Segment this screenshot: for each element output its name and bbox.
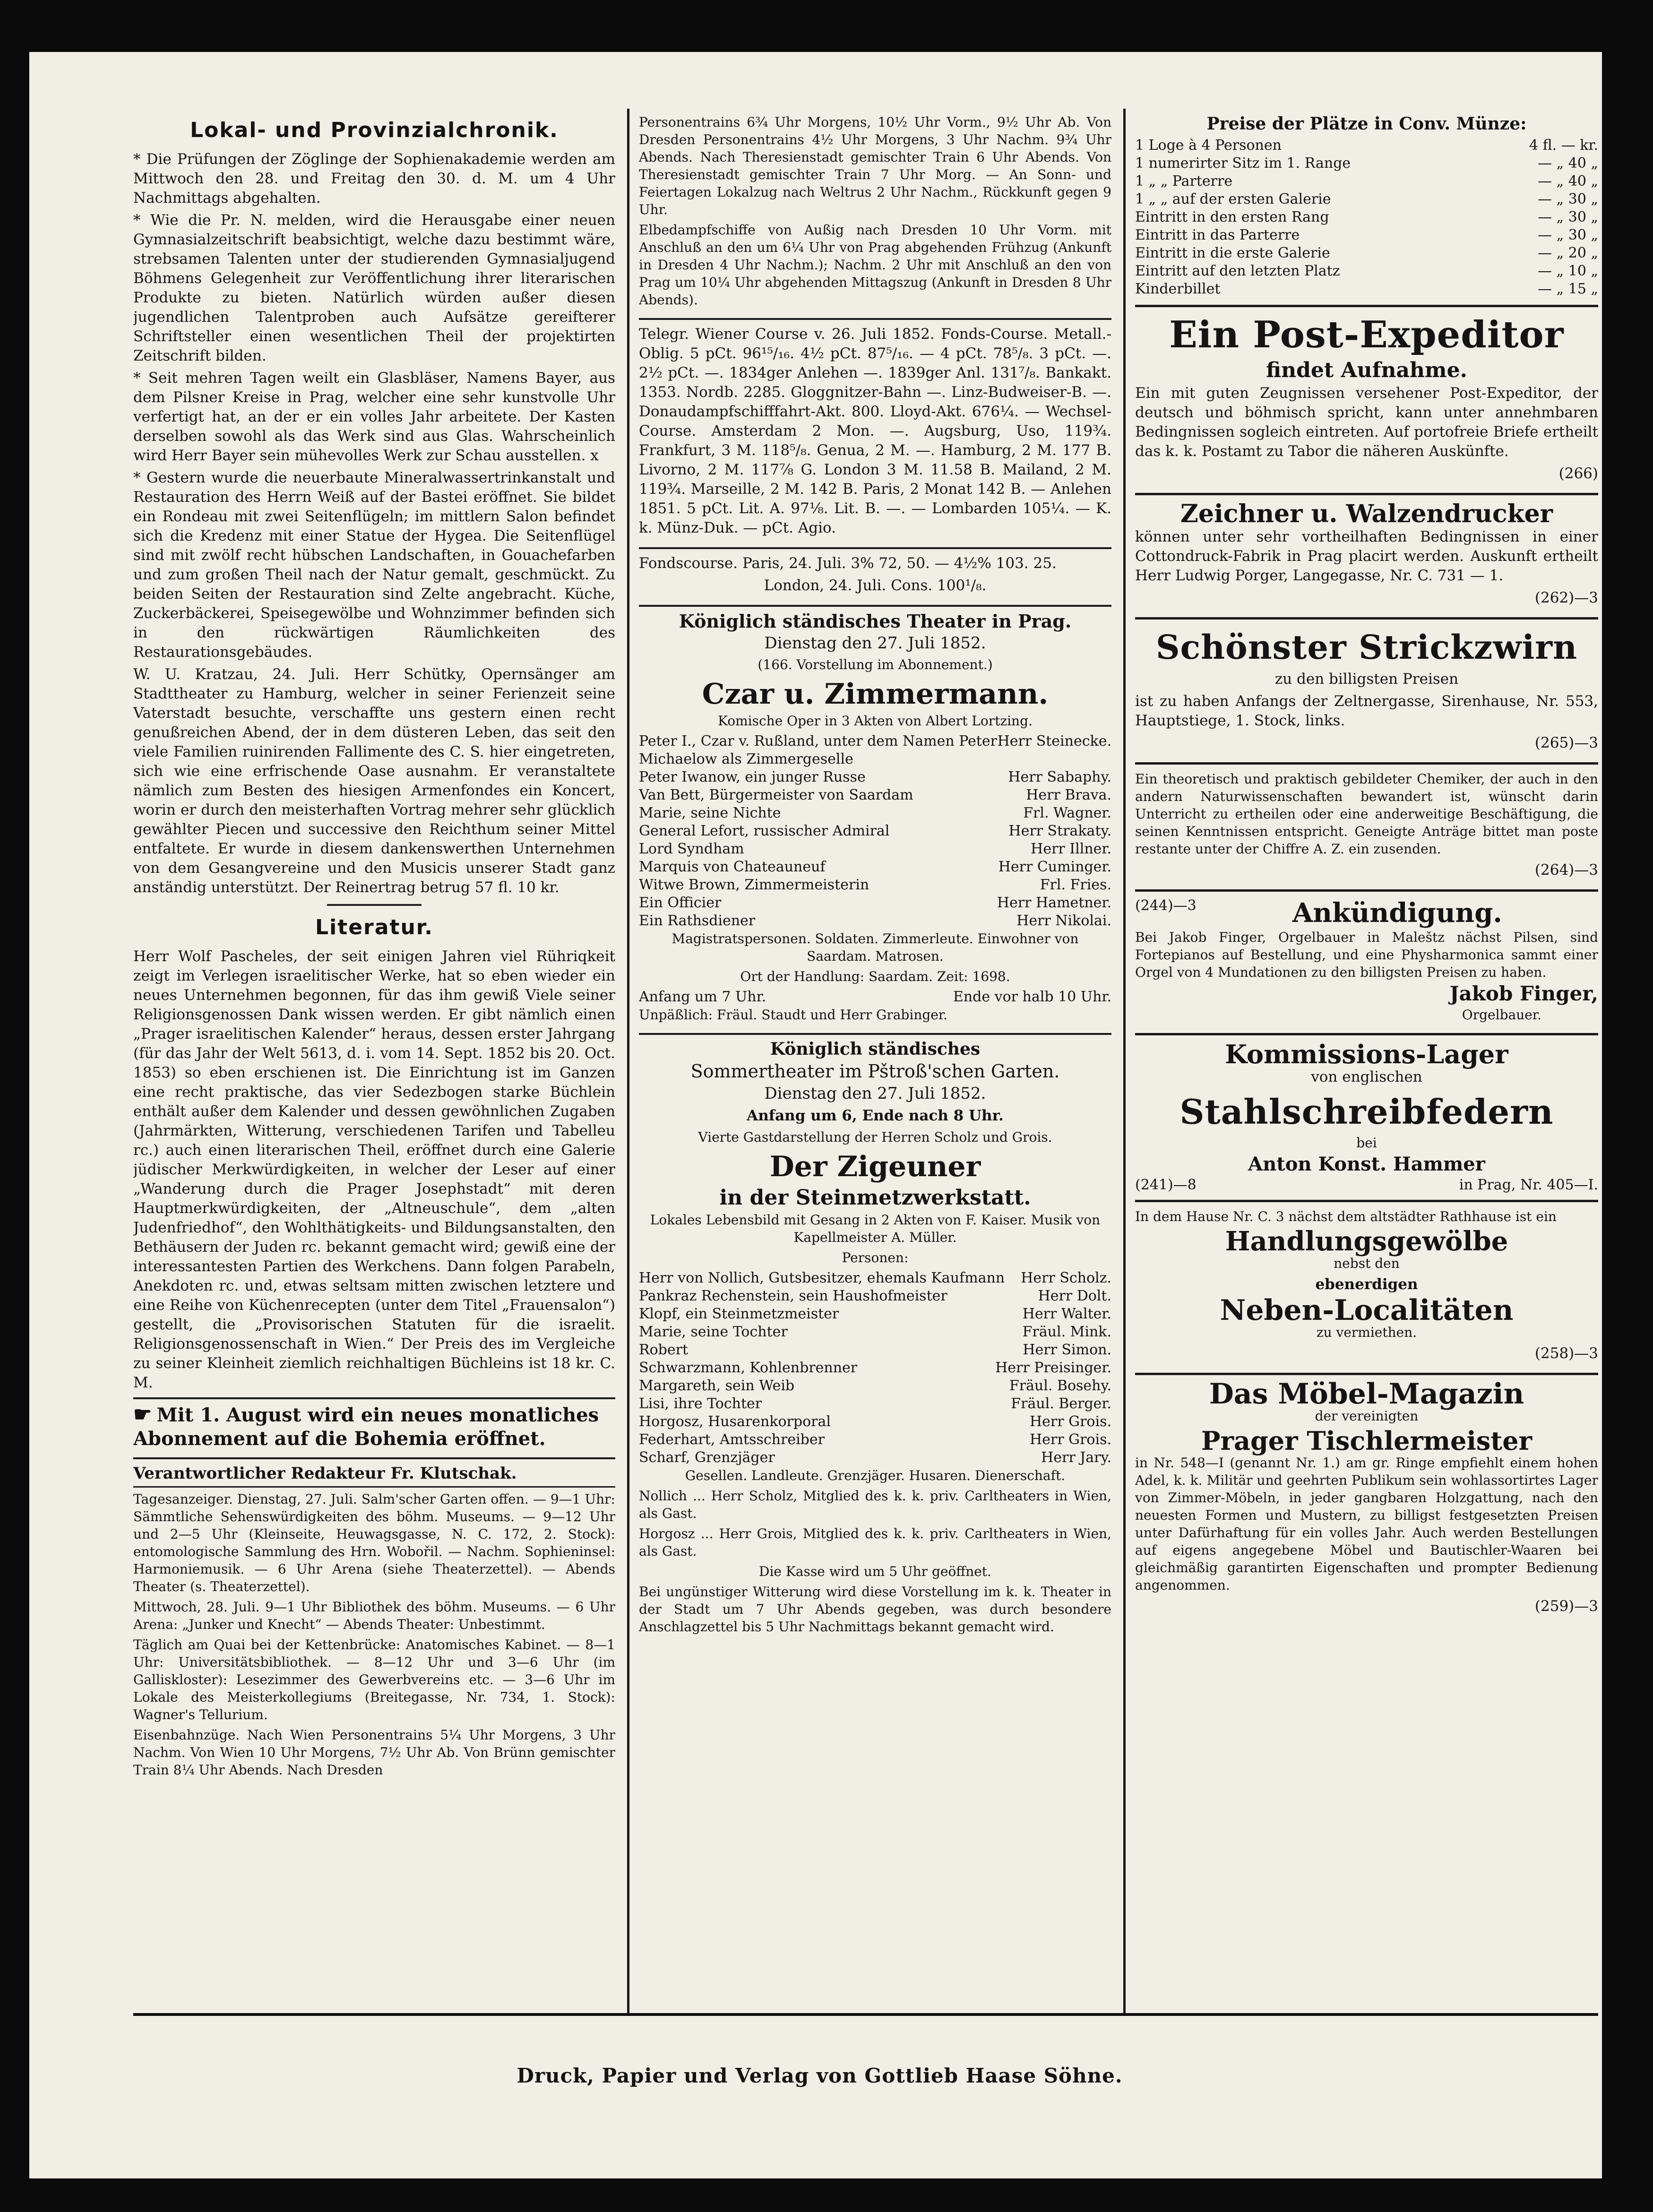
theater-vorstellung: (166. Vorstellung im Abonnement.) <box>758 657 993 672</box>
ad-gew-eben: ebenerdigen <box>1315 1276 1418 1293</box>
cast-row-role: Witwe Brown, Zimmermeisterin <box>639 877 870 893</box>
ad-komm-ref: (241)—8 <box>1135 1177 1197 1193</box>
cast-row-role: Federhart, Amtsschreiber <box>639 1431 825 1448</box>
eisenbahnzuege: Eisenbahnzüge. Nach Wien Personentrains 5¼ Uhr Morgens, 3 Uhr Nachm. Von Wien 10 Uhr Morgens, 7½ Uhr Ab. Von Brünn gemischter Train 8¼ Uhr Abends. Nach Dresden <box>133 1727 615 1778</box>
cast-row <box>639 894 1111 912</box>
cast-row <box>639 804 1111 822</box>
price-row-value: — „ 30 „ <box>1538 191 1598 207</box>
cast-row <box>639 1323 1111 1341</box>
tagesanzeiger-block <box>133 1486 615 1779</box>
chronik-paragraph: W. U. Kratzau, 24. Juli. Herr Schütky, Opernsänger am Stadttheater zu Hamburg, welcher in seiner Ferienzeit seine Vaterstadt besuchte, verschaffte uns gestern einen recht genußreichen Abend, der in dem düsteren Leben, das seit den viele Familien ruinirenden Fallimente des C. S. hier eingetreten, sich wie eine erfrischende Oase ausnahm. Er veranstaltete nämlich zum Besten des hiesigen Armenfondes ein Koncert, worin er durch den meisterhaften Vortrag mehrer sehr glücklich gewählter Piecen und successive den Reichthum seiner Mittel entfaltete. Er wurde in diesem dankenswerthen Unternehmen von dem Gesangvereine und den Musicis unserer Stadt ganz anständig unterstützt. Der Reinertrag betrug 57 fl. 10 kr. <box>133 666 615 896</box>
cast-row <box>639 912 1111 930</box>
newspaper-page <box>29 52 1610 2178</box>
ad-post-text: Ein mit guten Zeugnissen versehener Post-Expeditor, der deutsch und böhmisch spricht, kann unter annehmbaren Bedingnissen sogleich eintreten. Auf portofreie Briefe ertheilt das k. k. Postamt zu Tabor die näheren Auskünfte. <box>1135 385 1598 460</box>
price-row <box>1135 155 1598 172</box>
price-row-value: — „ 15 „ <box>1538 281 1598 297</box>
theater-date: Dienstag den 27. Juli 1852. <box>764 634 986 653</box>
ad-ank-job: Orgelbauer. <box>1462 1007 1541 1023</box>
chronik-paragraph: * Die Prüfungen der Zöglinge der Sophienakademie werden am Mittwoch den 28. und Freitag den 30. d. M. um 4 Uhr Nachmittags abgehalten. <box>133 151 615 207</box>
column-rule <box>627 109 629 2013</box>
ad-gew-nebst: nebst den <box>1334 1256 1400 1271</box>
cast-row-value: Herr Nikolai. <box>1016 912 1111 929</box>
cast-row-value: Fräul. Bosehy. <box>1009 1377 1111 1394</box>
cast-row-role: Peter I., Czar v. Rußland, unter dem Namen Peter Michaelow als Zimmergeselle <box>639 733 997 767</box>
cast-row-value: Herr Sabaphy. <box>1008 769 1111 785</box>
cast-list-2 <box>639 1269 1111 1467</box>
column-middle <box>639 109 1111 1994</box>
cast-row-value: Fräul. Mink. <box>1022 1324 1111 1340</box>
theater-subtitle: Komische Oper in 3 Akten von Albert Lortzing. <box>718 713 1033 729</box>
ad-komm-addr: in Prag, Nr. 405—I. <box>1459 1177 1598 1193</box>
ad-komm-title: Kommissions-Lager <box>1225 1039 1508 1069</box>
preise-list <box>1135 137 1598 298</box>
ad-post-title: Ein Post-Expeditor <box>1169 313 1564 356</box>
cast-row-role: Lord Syndham <box>639 841 744 857</box>
chronik-paragraph: * Gestern wurde die neuerbaute Mineralwassertrinkanstalt und Restauration des Herrn Weiß auf der Bastei eröffnet. Sie bildet ein Rondeau mit zwei Seitenflügeln; im mittlern Salon befindet sich die Kredenz mit einer Statue der Hygea. Die Seitenflügel sind mit zwölf recht hübschen Landschaften, in Gouachefarben und zum großen Theil nach der Natur gemalt, geschmückt. Zu beiden Seiten der Restauration sind Zelte angebracht. Küche, Zuckerbäckerei, Speisegewölbe und Wohnzimmer befinden sich in den rückwärtigen Räumlichkeiten des Restaurationsgebäudes. <box>133 469 615 661</box>
ad-chemiker-text: Ein theoretisch und praktisch gebildeter Chemiker, der auch in den andern Naturwissenschaften bewandert ist, wünscht darin Unterricht zu ertheilen oder eine anderweitige Beschäftigung, die seinen Kenntnissen entspricht. Geneigte Anträge bittet man poste restante unter der Chiffre A. Z. ein zusenden. <box>1135 771 1598 857</box>
cast-row-value: Herr Grois. <box>1029 1413 1111 1430</box>
chronik-title: Lokal- und Provinzialchronik. <box>190 118 559 142</box>
cast-row <box>639 876 1111 894</box>
tagesanzeiger-taeglich: Täglich am Quai bei der Kettenbrücke: Anatomisches Kabinet. — 8—1 Uhr: Universitätsbibliothek. — 8—12 Uhr und 3—6 Uhr (im Galliskloster): Lesezimmer des Gewerbvereins etc. — 3—6 Uhr im Lokale des Meisterkollegiums (Breitegasse, Nr. 734, 1. Stock): Wagner's Tellurium. <box>133 1637 615 1722</box>
cast-row <box>639 840 1111 858</box>
cast-row <box>639 1341 1111 1359</box>
ad-moebel-text: in Nr. 548—I (genannt Nr. 1.) am gr. Ringe empfiehlt einem hohen Adel, k. k. Militär und geehrten Publikum sein wohlassortirtes Lager von Zimmer-Möbeln, in jeder gangbaren Holzgattung, nach den neuesten Formen und Mustern, zu billigst festgesetzten Preisen unter Dafürhaftung für ein volles Jahr. Auch werden Bestellungen auf eigens angegebene Möbel und Bautischler-Waaren bei gleichmäßig garantirten Eigenschaften und prompter Bedienung angenommen. <box>1135 1455 1598 1593</box>
price-row <box>1135 262 1598 280</box>
ad-chemiker <box>1135 765 1598 892</box>
ad-zwirn-title: Schönster Strickzwirn <box>1155 628 1578 667</box>
ad-ank-name: Jakob Finger, <box>1449 982 1598 1005</box>
price-row-role: Eintritt in den ersten Rang <box>1135 209 1329 225</box>
cast-row <box>639 1395 1111 1413</box>
price-row-value: — „ 20 „ <box>1538 245 1598 261</box>
cast-row-role: Robert <box>639 1342 689 1358</box>
section-divider <box>327 904 422 906</box>
trains-block <box>639 109 1111 320</box>
trains-text: Personentrains 6¾ Uhr Morgens, 10½ Uhr Vorm., 9½ Uhr Ab. Von Dresden Personentrains 4½ Uhr Morgens, 3 Uhr Nachm. 9¾ Uhr Abends. Nach Theresienstadt gemischter Train 6 Uhr Abends. Von Theresienstadt gemischter Train 7 Uhr Morg. — An Sonn- und Feiertagen Lokalzug nach Weltrus 2 Uhr Nachm., Rückkunft gegen 9 Uhr. <box>639 114 1111 217</box>
ad-moebel-der: der vereinigten <box>1315 1408 1419 1424</box>
column-rule <box>1123 109 1126 2013</box>
tagesanzeiger-mittwoch: Mittwoch, 28. Juli. 9—1 Uhr Bibliothek des böhm. Museums. — 6 Uhr Arena: „Junker und Knecht“ — Abends Theater: Unbestimmt. <box>133 1599 615 1632</box>
cast-row <box>639 1305 1111 1323</box>
cast-row-role: Van Bett, Bürgermeister von Saardam <box>639 787 913 803</box>
ad-post-expeditor <box>1135 307 1598 495</box>
sommer-gast: Vierte Gastdarstellung der Herren Scholz und Grois. <box>698 1129 1052 1145</box>
cast-row <box>639 1359 1111 1377</box>
ad-post-sub: findet Aufnahme. <box>1266 358 1467 382</box>
price-row-value: — „ 40 „ <box>1538 173 1598 189</box>
ad-post-ref: (266) <box>1558 465 1598 482</box>
cast-row-role: Margareth, sein Weib <box>639 1377 795 1394</box>
price-row <box>1135 190 1598 208</box>
cast-row <box>639 768 1111 786</box>
cast-row-value: Fräul. Berger. <box>1011 1395 1111 1412</box>
sommer-nollich: Nollich ... Herr Scholz, Mitglied des k. k. priv. Carltheaters in Wien, als Gast. <box>639 1488 1111 1521</box>
dampfschiffe-text: Elbedampfschiffe von Außig nach Dresden 10 Uhr Vorm. mit Anschluß an den um 6¼ Uhr von Prag abgehenden Frühzug (Ankunft in Dresden 4 Uhr Nachm.); Nachm. 2 Uhr mit Anschluß an den von Prag um 10¼ Uhr abgehenden Mittagszug (Ankunft in Dresden 8 Uhr Abends). <box>639 222 1111 308</box>
course-block <box>639 320 1111 549</box>
sommer-head1: Königlich ständisches <box>770 1039 981 1059</box>
ad-zeichner-text: können unter sehr vortheilhaften Bedingnissen in einer Cottondruck-Fabrik in Prag placirt werden. Auskunft ertheilt Herr Ludwig Porger, Langegasse, Nr. C. 731 — 1. <box>1135 528 1598 584</box>
ad-zeichner-title: Zeichner u. Walzendrucker <box>1180 499 1553 528</box>
ad-gew-ref: (258)—3 <box>1534 1345 1598 1362</box>
cast-row-role: Herr von Nollich, Gutsbesitzer, ehemals Kaufmann <box>639 1270 1005 1286</box>
cast-list-1 <box>639 732 1111 930</box>
sommer-regen: Bei ungünstiger Witterung wird diese Vorstellung im k. k. Theater in der Stadt um 7 Uhr Abends gegeben, was durch besondere Anschlagzettel bis 5 Uhr Nachmittags bekannt gemacht wird. <box>639 1584 1111 1635</box>
sommer-title: Der Zigeuner <box>769 1150 981 1183</box>
ad-kommissionslager <box>1135 1035 1598 1202</box>
ad-ank-text: Bei Jakob Finger, Orgelbauer in Maleštz nächst Pilsen, sind Fortepianos auf Bestellung, und eine Physharmonica sammt einer Orgel von 4 Mundationen zu den billigsten Preisen zu haben. <box>1135 930 1598 980</box>
cast-row-role: Marquis von Chateauneuf <box>639 859 826 875</box>
course-wien: Telegr. Wiener Course v. 26. Juli 1852. Fonds-Course. Metall.-Oblig. 5 pCt. 96¹⁵/₁₆. 4½ pCt. 87⁵/₁₆. — 4 pCt. 78⁵/₈. 3 pCt. —. 2½ pCt. —. 1834ger Anlehen —. 1839ger Anl. 131⁷/₈. Bankakt. 1353. Nordb. 2285. Gloggnitzer-Bahn —. Linz-Budweiser-B. —. Donaudampfschifffahrt-Akt. 800. Lloyd-Akt. 676¼. — Wechsel-Course. Amsterdam 2 Mon. —. Augsburg, Uso, 119¾. Frankfurt, 3 M. 118⁵/₈. Genua, 2 M. —. Hamburg, 2 M. 177 B. Livorno, 2 M. 117⅞ G. London 3 M. 11.58 B. Mailand, 2 M. 119¾. Marseille, 2 M. 142 B. Paris, 2 Monat 142 B. — Anlehen 1851. 5 pCt. Lit. A. 97⅛. Lit. B. —. — Lombarden 105¼. — K. k. Münz-Duk. — pCt. Agio. <box>639 326 1111 536</box>
sommer-personen: Personen: <box>842 1250 909 1265</box>
ad-ank-title: Ankündigung. <box>1292 897 1502 929</box>
cast-row <box>639 822 1111 840</box>
cast-row-role: Pankraz Rechenstein, sein Haushofmeister <box>639 1288 947 1304</box>
cast-row-value: Herr Steinecke. <box>997 733 1111 749</box>
fonds-block <box>639 549 1111 607</box>
cast-row-role: Horgosz, Husarenkorporal <box>639 1413 831 1430</box>
cast-row-value: Herr Simon. <box>1023 1342 1111 1358</box>
sommer-horgosz: Horgosz ... Herr Grois, Mitglied des k. k. priv. Carltheaters in Wien, als Gast. <box>639 1526 1111 1559</box>
cast-row <box>639 786 1111 804</box>
price-row-role: 1 Loge à 4 Personen <box>1135 137 1282 154</box>
ad-gew-intro: In dem Hause Nr. C. 3 nächst dem altstädter Rathhause ist ein <box>1135 1209 1557 1224</box>
ad-ank-ref: (244)—3 <box>1135 897 1197 914</box>
ad-komm-sub: von englischen <box>1311 1068 1422 1085</box>
course-fonds: Fondscourse. Paris, 24. Juli. 3% 72, 50. — 4½% 103. 25. <box>639 555 1057 572</box>
ad-zwirn-ref: (265)—3 <box>1534 734 1598 751</box>
ad-zwirn-sub: zu den billigsten Preisen <box>1274 671 1459 688</box>
cast-row-value: Herr Hametner. <box>997 895 1111 911</box>
cast-row-value: Herr Scholz. <box>1021 1270 1111 1286</box>
tagesanzeiger: Tagesanzeiger. Dienstag, 27. Juli. Salm'scher Garten offen. — 9—1 Uhr: Sämmtliche Sehenswürdigkeiten des böhm. Museums. — 9—12 Uhr und 2—5 Uhr (Kleinseite, Heuwagsgasse, N. C. 172, 2. Stock): entomologische Sammlung des Hrn. Wobořil. — Nachm. Sophieninsel: Harmoniemusik. — 6 Uhr Arena (siehe Theaterzettel). — Abends Theater (s. Theaterzettel). <box>133 1491 615 1594</box>
literatur-paragraph: Herr Wolf Pascheles, der seit einigen Jahren viel Rühriqkeit zeigt im Verlegen israelitischer Werke, hat so eben wieder ein neues Unternehmen begonnen, für das ihm gewiß Viele seiner Religionsgenossen Dank wissen werden. Er gibt nämlich einen „Prager israelitischen Kalender“ heraus, dessen erster Jahrgang (für das Jahr der Welt 5613, d. i. vom 14. Sept. 1852 bis 20. Oct. 1853) so eben erschienen ist. Die Einrichtung ist im Ganzen eine recht praktische, das vier Sedezbogen starke Büchlein enthält außer dem Kalender und dessen gewöhnlichen Zugaben (Jahrmärkten, Witterung, verschiedenen Tarifen und Tabelleu rc.) auch einen literarischen Theil, eröffnet durch eine Galerie jüdischer Merkwürdigkeiten, in welcher der Leser auf einer „Wanderung durch die Prager Josephstadt“ mit deren Hauptmerkwürdigkeiten, der „Altneuschule“, dem „alten Judenfriedhof“, den Wohlthätigkeits- und Bildungsanstalten, den Bethäusern der Juden rc. bekannt gemacht wird; gewiß eine der interessantesten Partien des Werkchens. Dann folgen Parabeln, Anekdoten rc. und, etwas seltsam mitten zwischen letztere und eine Reihe von Küchenrecepten (unter dem Titel „Frauensalon“) gestellt, die „Provisorischen Statuten für die israelit. Religionsgenossenschaft in Wien.“ Der Preis des im Vergleiche zu seiner Kleinheit ziemlich reichhaltigen Büchleins ist 18 kr. C. M. <box>133 948 615 1391</box>
course-london: London, 24. Juli. Cons. 100¹/₈. <box>764 577 987 594</box>
price-row-value: — „ 10 „ <box>1538 263 1598 279</box>
ad-gew-neben: Neben-Localitäten <box>1220 1294 1514 1327</box>
ad-gew-title: Handlungsgewölbe <box>1225 1226 1508 1257</box>
sommer-extras: Gesellen. Landleute. Grenzjäger. Husaren. Dienerschaft. <box>685 1468 1066 1483</box>
cast-row-value: Frl. Fries. <box>1040 877 1111 893</box>
price-row-value: — „ 30 „ <box>1538 209 1598 225</box>
price-row <box>1135 208 1598 226</box>
cast-row-value: Herr Brava. <box>1026 787 1111 803</box>
cast-row-role: Peter Iwanow, ein junger Russe <box>639 769 866 785</box>
cast-row-role: Ein Officier <box>639 895 722 911</box>
cast-row-value: Herr Strakaty. <box>1008 823 1111 839</box>
price-row <box>1135 137 1598 155</box>
redakteur-line: Verantwortlicher Redakteur Fr. Klutschak. <box>133 1464 517 1483</box>
cast-row-role: Marie, seine Nichte <box>639 805 781 821</box>
cast-row <box>639 732 1111 768</box>
theater-head: Königlich ständisches Theater in Prag. <box>679 611 1072 632</box>
sommer-title2: in der Steinmetzwerkstatt. <box>719 1186 1031 1210</box>
literatur-title: Literatur. <box>315 915 433 939</box>
cast-row-role: Marie, seine Tochter <box>639 1324 788 1340</box>
cast-row-role: Klopf, ein Steinmetzmeister <box>639 1306 839 1322</box>
sommer-date: Dienstag den 27. Juli 1852. <box>764 1084 986 1103</box>
abo-notice-box <box>133 1397 615 1459</box>
price-row-role: Eintritt in die erste Galerie <box>1135 245 1330 261</box>
price-row-value: — „ 30 „ <box>1538 227 1598 243</box>
cast-row <box>639 1413 1111 1431</box>
sommer-subtitle: Lokales Lebensbild mit Gesang in 2 Akten von F. Kaiser. Musik von Kapellmeister A. Müller. <box>650 1212 1101 1245</box>
cast-row-value: Herr Walter. <box>1022 1306 1111 1322</box>
price-row <box>1135 244 1598 262</box>
cast-row-value: Herr Cuminger. <box>998 859 1111 875</box>
theater-times <box>639 988 1111 1006</box>
ad-komm-name: Anton Konst. Hammer <box>1248 1153 1485 1175</box>
ad-gew-verm: zu vermiethen. <box>1316 1325 1417 1340</box>
cast-row <box>639 1269 1111 1287</box>
cast-row-value: Herr Preisinger. <box>995 1360 1111 1376</box>
ad-strickzwirn <box>1135 620 1598 765</box>
chronik-paragraph: * Wie die Pr. N. melden, wird die Herausgabe einer neuen Gymnasialzeitschrift beabsichtigt, welche dazu bestimmt wäre, strebsamen Talenten unter der studierenden Gymnasialjugend Böhmens Gelegenheit zur Veröffentlichung ihrer literarischen Produkte zu bieten. Natürlich würden außer diesen jugendlichen Talentproben auch Aufsätze gereifterer Schriftsteller einen wesentlichen Theil der projektirten Zeitschrift bilden. <box>133 212 615 364</box>
preise-title: Preise der Plätze in Conv. Münze: <box>1206 114 1527 134</box>
cast-row-role: General Lefort, russischer Admiral <box>639 823 890 839</box>
abo-notice: ☛ Mit 1. August wird ein neues monatliches Abonnement auf die Bohemia eröffnet. <box>133 1403 599 1450</box>
ad-chemiker-ref: (264)—3 <box>1534 861 1598 878</box>
theater-anfang: Anfang um 7 Uhr. <box>639 989 766 1005</box>
scan-edge <box>1602 0 1653 2212</box>
theater-ende: Ende vor halb 10 Uhr. <box>953 989 1111 1005</box>
cast-row-value: Herr Jary. <box>1041 1449 1111 1466</box>
price-row <box>1135 172 1598 190</box>
column-right <box>1135 109 1598 1994</box>
preise-block <box>1135 109 1598 307</box>
cast-row <box>639 1287 1111 1305</box>
price-row-role: 1 „ „ auf der ersten Galerie <box>1135 191 1331 207</box>
sommer-kasse: Die Kasse wird um 5 Uhr geöffnet. <box>759 1564 991 1579</box>
ad-zeichner <box>1135 495 1598 620</box>
cast-row <box>639 858 1111 876</box>
ad-ankuendigung <box>1135 892 1598 1035</box>
sommer-head2: Sommertheater im Pštroß'schen Garten. <box>690 1061 1060 1082</box>
ad-moebel-big: Prager Tischlermeister <box>1201 1426 1532 1456</box>
ad-moebel-title: Das Möbel-Magazin <box>1209 1377 1524 1411</box>
chronik-paragraph: * Seit mehren Tagen weilt ein Glasbläser, Namens Bayer, aus dem Pilsner Kreise in Prag, welcher eine sehr kunstvolle Uhr verfertigt hat, an der er ein volles Jahr arbeitete. Der Kasten derselben sowohl als das Werk sind aus Glas. Wahrscheinlich wird Herr Bayer sein mühevolles Werk zur Schau ausstellen. x <box>133 370 615 464</box>
price-row-value: — „ 40 „ <box>1538 155 1598 172</box>
cast-row-role: Ein Rathsdiener <box>639 912 756 929</box>
cast-row <box>639 1377 1111 1395</box>
footer-imprint: Druck, Papier und Verlag von Gottlieb Haase Söhne. <box>517 2064 1123 2087</box>
bottom-rule <box>133 2013 1598 2016</box>
ad-zwirn-text: ist zu haben Anfangs der Zeltnergasse, Sirenhause, Nr. 553, Hauptstiege, 1. Stock, links. <box>1135 693 1598 729</box>
price-row-role: Kinderbillet <box>1135 281 1221 297</box>
price-row <box>1135 226 1598 244</box>
ad-komm-bei: bei <box>1356 1135 1377 1151</box>
cast-row-value: Frl. Wagner. <box>1023 805 1111 821</box>
cast-row-role: Schwarzmann, Kohlenbrenner <box>639 1360 858 1376</box>
column-left <box>133 109 615 1994</box>
price-row <box>1135 280 1598 298</box>
pointing-hand-icon: ☛ <box>133 1403 152 1427</box>
cast-row-role: Scharf, Grenzjäger <box>639 1449 775 1466</box>
theater-unpass: Unpäßlich: Fräul. Staudt und Herr Grabinger. <box>639 1007 948 1023</box>
sommer-time: Anfang um 6, Ende nach 8 Uhr. <box>747 1107 1004 1124</box>
sommertheater-block <box>639 1035 1111 1645</box>
cast-row-value: Herr Grois. <box>1029 1431 1111 1448</box>
ad-moebel-ref: (259)—3 <box>1534 1598 1598 1615</box>
price-row-role: 1 numerirter Sitz im 1. Range <box>1135 155 1351 172</box>
price-row-role: Eintritt auf den letzten Platz <box>1135 263 1340 279</box>
cast-row-value: Herr Dolt. <box>1038 1288 1111 1304</box>
cast-row-role: Lisi, ihre Tochter <box>639 1395 762 1412</box>
price-row-role: Eintritt in das Parterre <box>1135 227 1300 243</box>
theater-block <box>639 607 1111 1035</box>
ad-handlungsgewoelbe <box>1135 1202 1598 1375</box>
ad-zeichner-ref: (262)—3 <box>1534 589 1598 606</box>
cast-row <box>639 1431 1111 1449</box>
price-row-role: 1 „ „ Parterre <box>1135 173 1233 189</box>
theater-ort: Ort der Handlung: Saardam. Zeit: 1698. <box>740 969 1010 984</box>
ad-komm-big: Stahlschreibfedern <box>1179 1092 1554 1132</box>
price-row-value: 4 fl. — kr. <box>1529 137 1598 154</box>
theater-title: Czar u. Zimmermann. <box>702 678 1049 711</box>
theater-extras: Magistratspersonen. Soldaten. Zimmerleute. Einwohner von Saardam. Matrosen. <box>672 931 1079 964</box>
cast-row <box>639 1449 1111 1467</box>
cast-row-value: Herr Illner. <box>1031 841 1111 857</box>
ad-moebel-magazin <box>1135 1375 1598 1626</box>
